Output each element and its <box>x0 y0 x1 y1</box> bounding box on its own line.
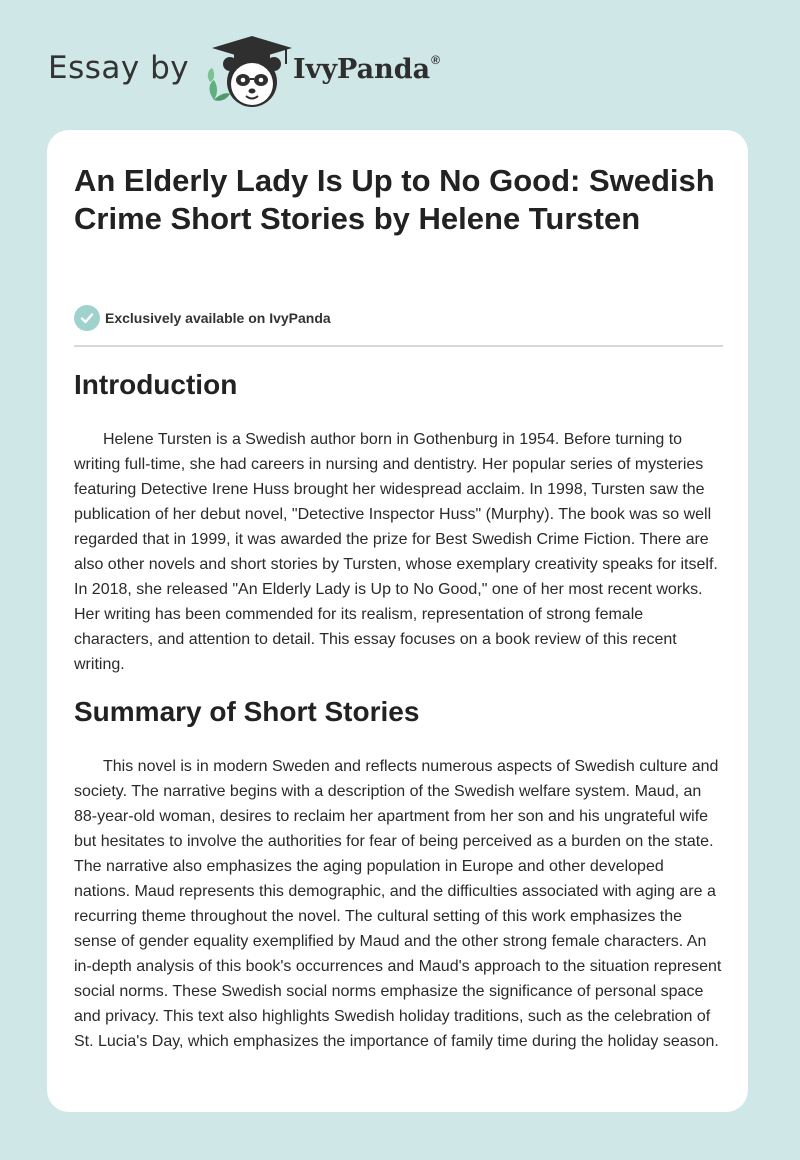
site-header <box>0 0 800 128</box>
registered-mark: ® <box>431 53 440 67</box>
section-paragraph-introduction: Helene Tursten is a Swedish author born in Gothenburg in 1954. Before turning to writing full-time, she had careers in nursing and dentistry. Her popular series of mysteries featuring Detective Irene Huss brought her widespread acclaim. In 1998, Tursten saw the publication of her debut novel, "Detective Inspector Huss" (Murphy). The book was so well regarded that in 1999, it was awarded the prize for Best Swedish Crime Fiction. There are also other novels and short stories by Tursten, whose exemplary creativity speaks for itself. In 2018, she released "An Elderly Lady is Up to No Good," one of her most recent works. Her writing has been commended for its realism, representation of strong female characters, and attention to detail. This essay focuses on a book review of this recent writing. <box>74 431 718 673</box>
essay-title: An Elderly Lady Is Up to No Good: Swedish Crime Short Stories by Helene Tursten <box>74 163 715 236</box>
section-paragraph-summary: This novel is in modern Sweden and reflects numerous aspects of Swedish culture and society. The narrative begins with a description of the Swedish welfare system. Maud, an 88-year-old woman, desires to reclaim her apartment from her son and his ungrateful wife but hesitates to involve the authorities for fear of being perceived as a burden on the state. The narrative also emphasizes the aging population in Europe and other developed nations. Maud represents this demographic, and the difficulties associated with aging are a recurring theme throughout the novel. The cultural setting of this work emphasizes the sense of gender equality exemplified by Maud and the other strong female characters. An in-depth analysis of this book's occurrences and Maud's approach to the situation represent social norms. These Swedish social norms emphasize the significance of personal space and privacy. This text also highlights Swedish holiday traditions, such as the celebration of St. Lucia's Day, which emphasizes the importance of family time during the holiday season. <box>74 758 722 1050</box>
essay-card <box>47 130 748 1112</box>
brand-name-text: IvyPanda <box>293 54 431 85</box>
exclusive-badge-label: Exclusively available on IvyPanda <box>105 310 331 326</box>
title-divider <box>74 345 723 347</box>
essay-by-label: Essay by <box>48 50 190 86</box>
exclusive-badge <box>74 305 331 331</box>
checkmark-icon <box>74 305 100 331</box>
panda-graduate-icon[interactable] <box>200 34 294 110</box>
brand-name[interactable] <box>293 54 440 85</box>
section-heading-introduction: Introduction <box>74 369 238 400</box>
section-heading-summary: Summary of Short Stories <box>74 696 420 727</box>
